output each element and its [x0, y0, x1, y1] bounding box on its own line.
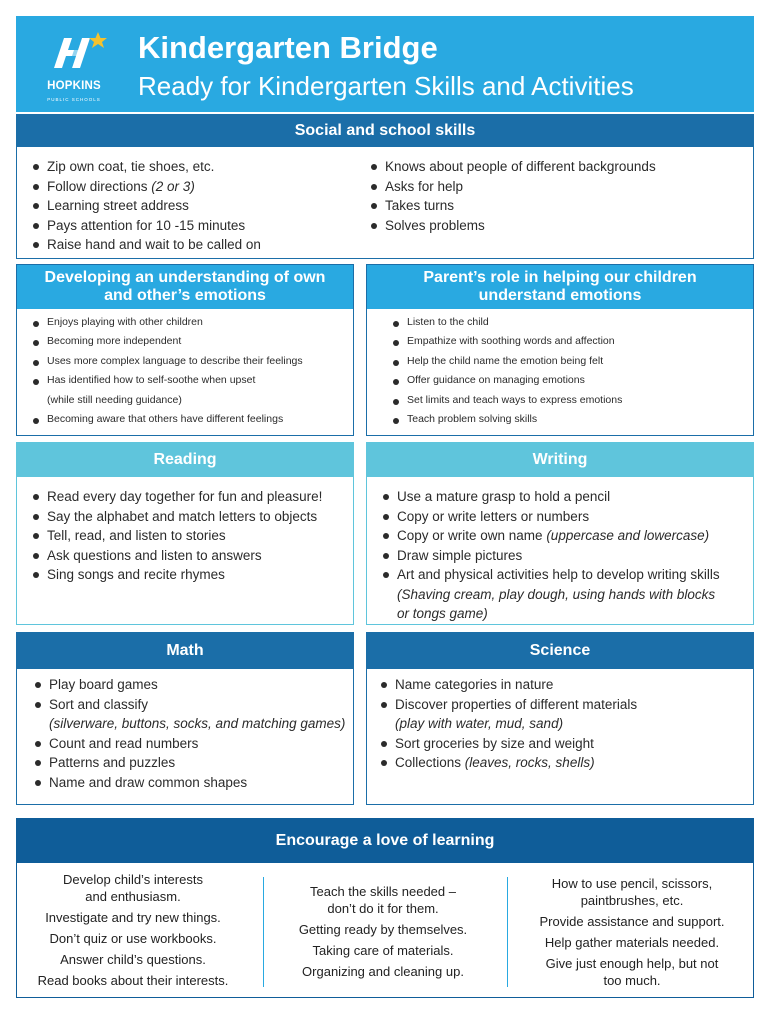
list-item: Set limits and teach ways to express emotions [391, 391, 741, 410]
encourage-text: Teach the skills needed – don’t do it for them. [310, 884, 456, 916]
parents-role-list [391, 313, 741, 429]
reading-list [31, 487, 351, 585]
list-item: Becoming more independent [31, 332, 351, 351]
list-item: Art and physical activities help to develop writing skills (Shaving cream, play dough, using hands with blocks or tongs game) [381, 565, 753, 624]
reading-heading: Reading [17, 443, 353, 477]
hopkins-logo [38, 28, 116, 108]
encourage-text: Getting ready by themselves. [298, 922, 468, 937]
emotions-heading: Developing an understanding of own and other’s emotions [17, 265, 353, 309]
page-title: Kindergarten Bridge [138, 30, 438, 65]
encourage-text: Provide assistance and support. [539, 914, 725, 929]
header-banner [16, 16, 754, 112]
list-item: Uses more complex language to describe their feelings [31, 352, 351, 371]
list-item: Copy or write letters or numbers [381, 507, 753, 527]
encourage-text: Taking care of materials. [312, 943, 454, 958]
list-item: Count and read numbers [33, 734, 353, 754]
list-item: Empathize with soothing words and affection [391, 332, 741, 351]
page-subtitle: Ready for Kindergarten Skills and Activities [138, 71, 634, 101]
list-item: Help the child name the emotion being felt [391, 352, 741, 371]
list-item: Read every day together for fun and pleasure! [31, 487, 351, 507]
list-item: Has identified how to self-soothe when upset (while still needing guidance) [31, 371, 351, 410]
social-skills-heading: Social and school skills [17, 115, 753, 147]
column-divider [263, 877, 264, 987]
list-item: Tell, read, and listen to stories [31, 526, 351, 546]
encourage-text: Develop child’s interests and enthusiasm. [63, 872, 203, 904]
encourage-text: Answer child’s questions. [60, 952, 206, 967]
encourage-text: Help gather materials needed. [544, 935, 720, 950]
writing-heading: Writing [367, 443, 753, 477]
writing-list [381, 487, 753, 624]
encourage-col-3 [517, 875, 747, 993]
social-skills-list-left [31, 157, 361, 255]
list-item: Play board games [33, 675, 353, 695]
math-list [33, 675, 353, 792]
encourage-col-2 [273, 883, 493, 984]
logo-subtitle: PUBLIC SCHOOLS [47, 97, 101, 102]
list-item: Ask questions and listen to answers [31, 546, 351, 566]
encourage-text: Give just enough help, but not too much. [545, 956, 719, 988]
encourage-text: Don’t quiz or use workbooks. [49, 931, 217, 946]
list-item: Discover properties of different materials (play with water, mud, sand) [379, 695, 751, 734]
list-item: Draw simple pictures [381, 546, 753, 566]
hopkins-h-star-icon [48, 30, 108, 70]
emotions-list [31, 313, 351, 429]
list-item: Takes turns [369, 196, 739, 216]
list-item: Solves problems [369, 216, 739, 236]
column-divider [507, 877, 508, 987]
list-item: Learning street address [31, 196, 361, 216]
encourage-text: Read books about their interests. [37, 973, 229, 988]
list-item: Patterns and puzzles [33, 753, 353, 773]
list-item: Zip own coat, tie shoes, etc. [31, 157, 361, 177]
list-item: Sort groceries by size and weight [379, 734, 751, 754]
list-item: Listen to the child [391, 313, 741, 332]
list-item: Sort and classify (silverware, buttons, socks, and matching games) [33, 695, 353, 734]
math-panel [16, 632, 354, 805]
list-item: Follow directions (2 or 3) [31, 177, 361, 197]
encourage-panel [16, 818, 754, 998]
list-item: Copy or write own name (uppercase and lowercase) [381, 526, 753, 546]
logo-name: HOPKINS [47, 80, 101, 92]
parents-role-panel [366, 264, 754, 436]
writing-panel [366, 442, 754, 625]
encourage-text: Investigate and try new things. [45, 910, 221, 925]
list-item: Becoming aware that others have different feelings [31, 410, 351, 429]
list-item: Say the alphabet and match letters to objects [31, 507, 351, 527]
parents-role-heading: Parent’s role in helping our children understand emotions [367, 265, 753, 309]
list-item: Teach problem solving skills [391, 410, 741, 429]
list-item: Asks for help [369, 177, 739, 197]
list-item: Name categories in nature [379, 675, 751, 695]
social-skills-panel [16, 114, 754, 259]
list-item: Raise hand and wait to be called on [31, 235, 361, 255]
encourage-col-1 [21, 871, 245, 993]
list-item: Use a mature grasp to hold a pencil [381, 487, 753, 507]
social-skills-list-right [369, 157, 739, 235]
encourage-text: Organizing and cleaning up. [302, 964, 464, 979]
encourage-text: How to use pencil, scissors, paintbrushes, etc. [551, 876, 713, 908]
list-item: Name and draw common shapes [33, 773, 353, 793]
list-item: Collections (leaves, rocks, shells) [379, 753, 751, 773]
list-item: Enjoys playing with other children [31, 313, 351, 332]
math-heading: Math [17, 633, 353, 669]
reading-panel [16, 442, 354, 625]
science-panel [366, 632, 754, 805]
emotions-panel [16, 264, 354, 436]
list-item: Offer guidance on managing emotions [391, 371, 741, 390]
encourage-heading: Encourage a love of learning [17, 819, 753, 863]
science-heading: Science [367, 633, 753, 669]
list-item: Knows about people of different backgrounds [369, 157, 739, 177]
science-list [379, 675, 751, 773]
list-item: Pays attention for 10 -15 minutes [31, 216, 361, 236]
list-item: Sing songs and recite rhymes [31, 565, 351, 585]
